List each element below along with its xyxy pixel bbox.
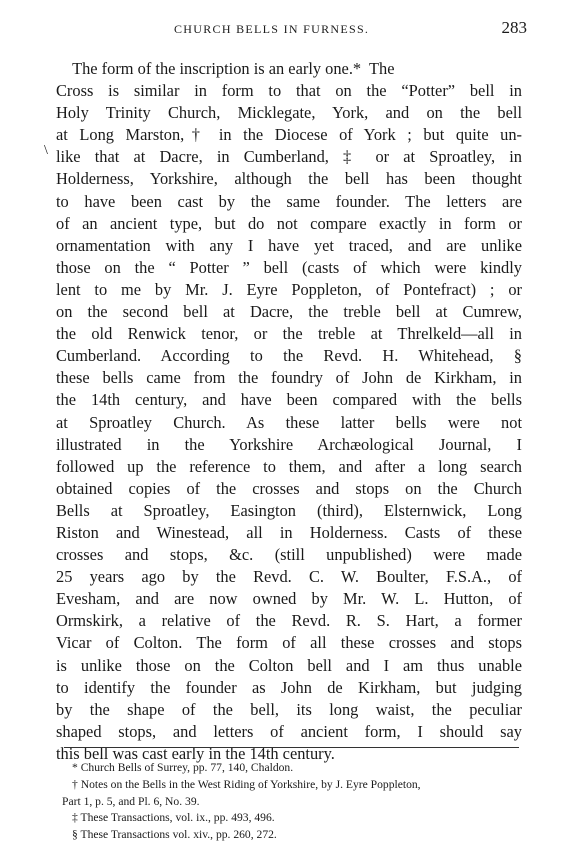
body-line: Cross is similar in form to that on the “Potter” bell in bbox=[56, 81, 522, 101]
footnote: § These Transactions vol. xiv., pp. 260, 272. bbox=[72, 828, 277, 842]
footnote-divider bbox=[64, 747, 519, 748]
body-line: Vicar of Colton. The form of all these crosses and stops bbox=[56, 633, 522, 653]
body-line: 25 years ago by the Revd. C. W. Boulter, F.S.A., of bbox=[56, 567, 522, 587]
body-line: Bells at Sproatley, Easington (third), Elsternwick, Long bbox=[56, 500, 522, 520]
body-line: the 14th century, and have been compared with the bells bbox=[56, 390, 522, 410]
body-line: like that at Dacre, in Cumberland, ‡ or at Sproatley, in bbox=[56, 147, 522, 167]
body-line: at Sproatley Church. As these latter bells were not bbox=[56, 412, 522, 432]
body-line: ornamentation with any I have yet traced, and are unlike bbox=[56, 235, 522, 255]
footnote: ‡ These Transactions, vol. ix., pp. 493, 496. bbox=[72, 811, 275, 825]
body-line: lent to me by Mr. J. Eyre Poppleton, of Pontefract) ; or bbox=[56, 279, 522, 299]
body-line: to identify the founder as John de Kirkham, but judging bbox=[56, 677, 522, 697]
body-line: Cumberland. According to the Revd. H. Whitehead, § bbox=[56, 346, 522, 366]
body-line: shaped stops, and letters of ancient form, I should say bbox=[56, 721, 522, 741]
body-line: the old Renwick tenor, or the treble at Threlkeld—all in bbox=[56, 324, 522, 344]
body-line: Riston and Winestead, all in Holderness. Casts of these bbox=[56, 522, 522, 542]
footnote: † Notes on the Bells in the West Riding of Yorkshire, by J. Eyre Poppleton, bbox=[72, 777, 421, 791]
body-line: Evesham, and are now owned by Mr. W. L. Hutton, of bbox=[56, 589, 522, 609]
body-line: Holderness, Yorkshire, although the bell has been thought bbox=[56, 169, 522, 189]
body-line: Ormskirk, a relative of the Revd. R. S. Hart, a former bbox=[56, 611, 522, 631]
running-head-title: CHURCH BELLS IN FURNESS. bbox=[174, 22, 370, 36]
body-paragraph bbox=[56, 58, 522, 765]
body-line: on the second bell at Dacre, the treble bell at Cumrew, bbox=[56, 302, 522, 322]
body-line: Holy Trinity Church, Micklegate, York, and on the bell bbox=[56, 103, 522, 123]
page-number: 283 bbox=[501, 18, 527, 37]
body-line: to have been cast by the same founder. The letters are bbox=[56, 191, 522, 211]
body-line: this bell was cast early in the 14th century. bbox=[56, 743, 335, 763]
footnote: * Church Bells of Surrey, pp. 77, 140, Chaldon. bbox=[72, 761, 294, 774]
body-line: of an ancient type, but do not compare exactly in form or bbox=[56, 213, 522, 233]
margin-mark: \ bbox=[44, 143, 48, 158]
body-line: those on the “ Potter ” bell (casts of which were kindly bbox=[56, 257, 522, 277]
body-line: illustrated in the Yorkshire Archæological Journal, I bbox=[56, 434, 522, 454]
body-line: crosses and stops, &c. (still unpublished) were made bbox=[56, 545, 522, 565]
body-line: at Long Marston,† in the Diocese of York ; but quite un- bbox=[56, 125, 522, 145]
body-line: followed up the reference to them, and after a long search bbox=[56, 456, 522, 476]
running-head bbox=[66, 18, 527, 38]
footnotes bbox=[62, 760, 522, 844]
body-line: is unlike those on the Colton bell and I am thus unable bbox=[56, 655, 522, 675]
body-line: by the shape of the bell, its long waist, the peculiar bbox=[56, 699, 522, 719]
body-line: these bells came from the foundry of John de Kirkham, in bbox=[56, 368, 522, 388]
footnote-continuation: Part 1, p. 5, and Pl. 6, No. 39. bbox=[62, 794, 200, 808]
body-line: obtained copies of the crosses and stops on the Church bbox=[56, 478, 522, 498]
body-line: The form of the inscription is an early one.* The bbox=[56, 59, 395, 78]
